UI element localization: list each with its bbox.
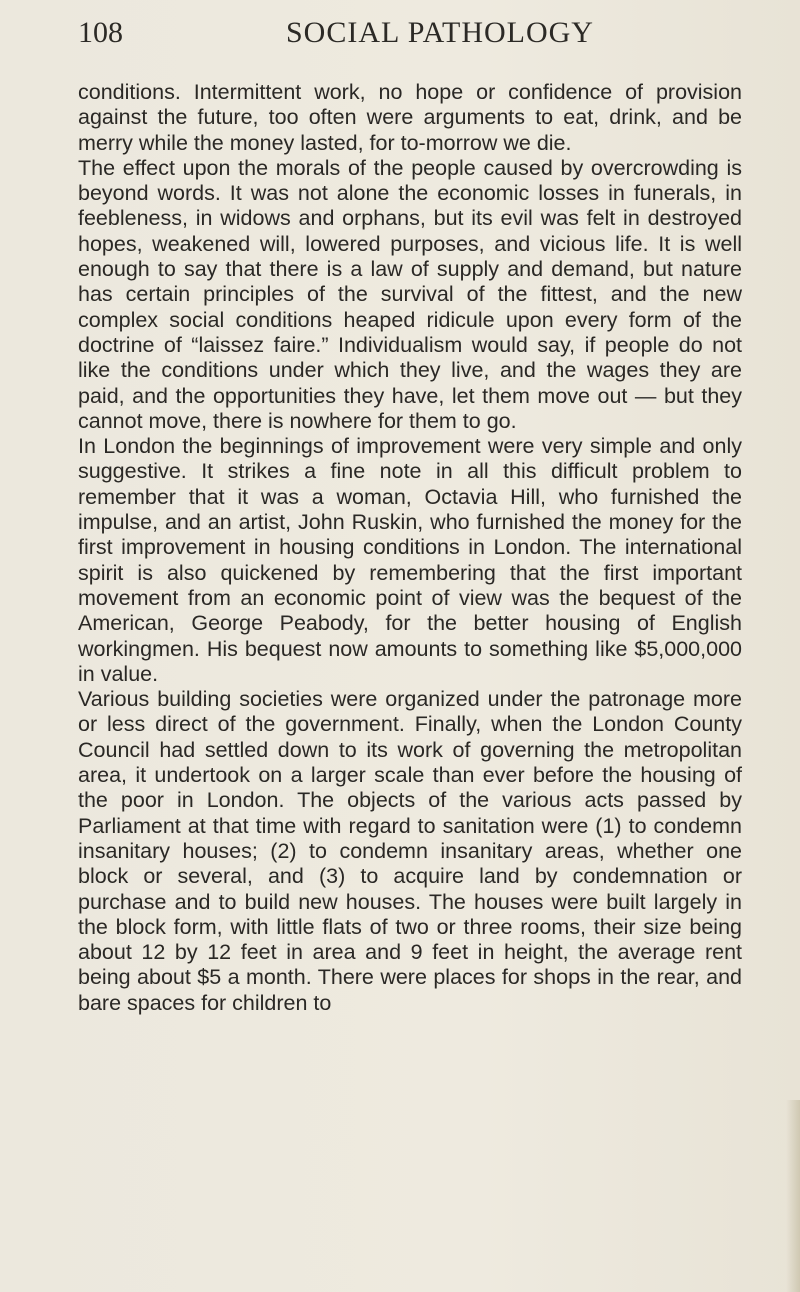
paragraph: Various building societies were organized under the patronage more or less direct of the government. Finally, when the London County Council had settled down to its work of governing the metropolitan area, it undertook on a larger scale than ever before the housing of the poor in London. The objects of the various acts passed by Parliament at that time with regard to sanitation were (1) to condemn insanitary houses; (2) to condemn insanitary areas, whether one block or several, and (3) to acquire land by condemnation or purchase and to build new houses. The houses were built largely in the block form, with little flats of two or three rooms, their size being about 12 by 12 feet in area and 9 feet in height, the average rent being about $5 a month. There were places for shops in the rear, and bare spaces for children to — [78, 687, 742, 1015]
paragraph: conditions. Intermittent work, no hope or confidence of provision against the future, too often were arguments to eat, drink, and be merry while the money lasted, for to-morrow we die. — [78, 80, 742, 155]
body-text — [78, 80, 742, 1016]
page-number: 108 — [78, 16, 123, 49]
paragraph: The effect upon the morals of the people caused by overcrowding is beyond words. It was not alone the economic losses in funerals, in feebleness, in widows and orphans, but its evil was felt in destroyed hopes, weakened will, lowered purposes, and vicious life. It is well enough to say that there is a law of supply and demand, but nature has certain principles of the survival of the fittest, and the new complex social conditions heaped ridicule upon every form of the doctrine of “laissez faire.” Individualism would say, if people do not like the conditions under which they live, and the wages they are paid, and the opportunities they have, let them move out — but they cannot move, there is nowhere for them to go. — [78, 155, 742, 433]
paragraph: In London the beginnings of improvement were very simple and only suggestive. It strikes a fine note in all this difficult problem to remember that it was a woman, Octavia Hill, who furnished the impulse, and an artist, John Ruskin, who furnished the money for the first improvement in housing conditions in London. The international spirit is also quickened by remembering that the first important movement from an economic point of view was the bequest of the American, George Peabody, for the better housing of English workingmen. His bequest now amounts to something like $5,000,000 in value. — [78, 434, 742, 686]
page-header — [78, 16, 728, 56]
page-edge-shadow — [786, 1100, 800, 1292]
running-head: SOCIAL PATHOLOGY — [286, 16, 594, 49]
